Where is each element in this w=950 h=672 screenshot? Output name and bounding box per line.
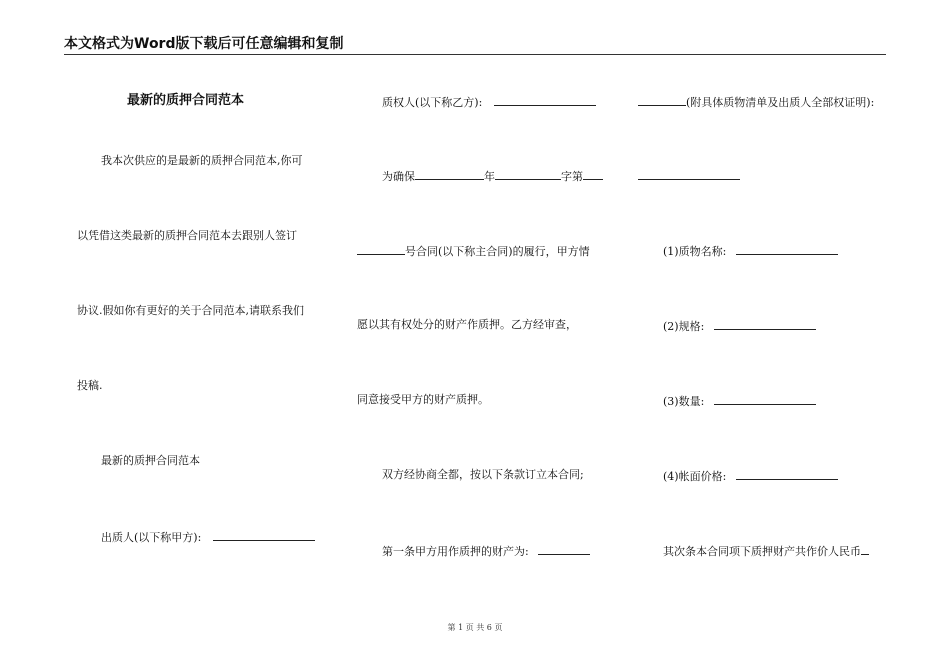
contract-line [357,243,590,259]
pledgor-blank [213,529,315,541]
attachment-line [638,94,874,110]
contract-number-blank [357,243,405,255]
blank-line [638,168,740,184]
spec-label: (2)规格: [663,320,705,333]
book-value-blank [736,468,838,480]
standalone-blank [638,168,740,180]
body-line-5: 同意接受甲方的财产质押。 [357,393,489,406]
document-title: 最新的质押合同范本 [127,93,245,108]
attachment-blank [638,94,686,106]
pledgee-line [382,94,596,110]
guarantee-code-label: 字第 [561,170,583,183]
item-name-label: (1)质物名称: [663,245,727,258]
article-one-blank [538,543,590,555]
book-value-label: (4)帐面价格: [663,470,727,483]
pledgor-label: 出质人(以下称甲方): [101,531,202,544]
guarantee-year-label: 年 [484,170,495,183]
page-footer: 第 1 页 共 6 页 [447,623,503,632]
article-two-label: 其次条本合同项下质押财产共作价人民币 [663,545,861,558]
contract-text: 号合同(以下称主合同)的履行，甲方情 [405,245,590,258]
article-two-blank [861,543,869,555]
article-one-label: 第一条甲方用作质押的财产为: [382,545,529,558]
pledgee-blank [494,94,596,106]
item-name-line [663,243,838,259]
item-name-blank [736,243,838,255]
article-two-line [663,543,869,559]
intro-paragraph-line-3: 协议.假如你有更好的关于合同范本,请联系我们 [77,304,304,317]
number-blank [583,168,603,180]
year-blank [415,168,484,180]
spec-line [663,318,816,334]
body-line-4: 愿以其有权处分的财产作质押。乙方经审查， [357,318,577,331]
code-blank [495,168,561,180]
intro-paragraph-line-2: 以凭借这类最新的质押合同范本去跟别人签订 [77,229,297,242]
intro-paragraph-line-4: 投稿. [77,379,103,392]
quantity-label: (3)数量: [663,395,705,408]
pledgee-label: 质权人(以下称乙方): [382,96,483,109]
document-header: 本文格式为Word版下载后可任意编辑和复制 [64,35,886,55]
attachment-text: (附具体质物清单及出质人全部权证明): [686,96,875,109]
pledgor-line [101,529,315,545]
book-value-line [663,468,838,484]
quantity-blank [714,393,816,405]
section-heading: 最新的质押合同范本 [101,454,200,467]
body-line-6: 双方经协商全都，按以下条款订立本合同; [382,468,584,481]
guarantee-line [382,168,603,184]
article-one-line [382,543,590,559]
spec-blank [714,318,816,330]
guarantee-label-start: 为确保 [382,170,415,183]
intro-paragraph-line-1: 我本次供应的是最新的质押合同范本,你可 [101,154,303,167]
quantity-line [663,393,816,409]
